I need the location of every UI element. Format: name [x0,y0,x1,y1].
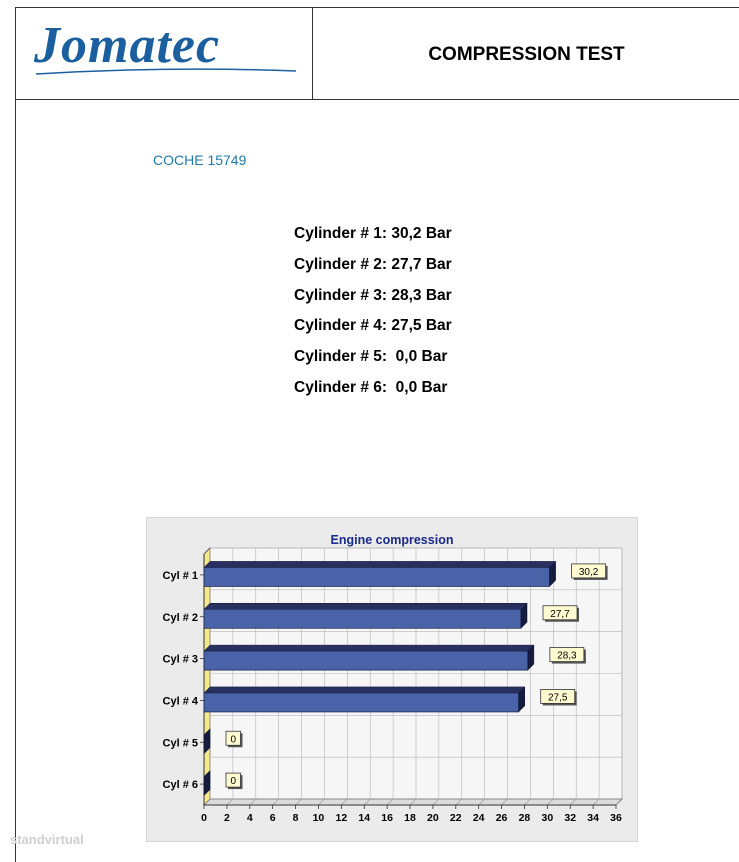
category-label: Cyl # 6 [162,779,198,792]
compression-chart [146,517,638,842]
cylinder-result-3: Cylinder # 3: 28,3 Bar [294,286,452,304]
category-label: Cyl # 2 [162,611,198,624]
watermark: standvirtual [10,832,84,847]
x-tick-label: 10 [312,812,325,824]
x-tick-label: 18 [404,812,416,824]
report-title: COMPRESSION TEST [428,44,625,65]
title-cell [313,8,739,99]
x-tick-label: 32 [564,812,577,824]
x-tick-label: 0 [201,812,207,824]
category-label: Cyl # 3 [162,653,198,666]
bar [204,567,550,586]
bar [204,651,528,670]
bar-top [204,687,525,693]
x-tick-label: 20 [427,812,439,824]
x-tick-label: 26 [495,812,508,824]
x-tick-label: 6 [269,812,276,824]
data-label: 28,3 [557,650,577,662]
logo-underline-icon [36,68,296,76]
category-label: Cyl # 1 [162,569,198,582]
bar-top [204,645,534,651]
bar-top [204,561,556,567]
cylinder-result-6: Cylinder # 6: 0,0 Bar [294,378,448,396]
bar-top [204,603,527,609]
company-logo: Jomatec [34,17,221,74]
x-tick-label: 24 [472,812,485,824]
bar [204,609,521,628]
bar [204,693,519,712]
data-label: 27,5 [547,692,568,704]
category-label: Cyl # 4 [162,695,198,708]
cylinder-result-2: Cylinder # 2: 27,7 Bar [294,255,452,273]
cylinder-result-1: Cylinder # 1: 30,2 Bar [294,225,452,242]
x-tick-label: 14 [358,812,371,824]
chart-title: Engine compression [330,533,454,547]
cylinder-results [294,224,452,409]
cylinder-result-4: Cylinder # 4: 27,5 Bar [294,317,452,335]
x-tick-label: 16 [381,812,393,824]
vehicle-label: COCHE 15749 [153,152,247,168]
x-tick-label: 8 [292,812,299,824]
data-label: 27,7 [550,608,570,620]
x-tick-label: 28 [518,812,531,824]
report-header [15,7,739,100]
category-label: Cyl # 5 [162,737,198,750]
x-tick-label: 2 [223,812,230,824]
x-tick-label: 22 [449,812,462,824]
x-tick-label: 30 [541,812,554,824]
compression-chart-svg [147,518,637,841]
logo-cell [16,8,313,99]
x-tick-label: 36 [610,812,622,824]
cylinder-result-5: Cylinder # 5: 0,0 Bar [294,348,448,366]
x-tick-label: 12 [335,812,348,824]
data-label: 30,2 [578,566,599,578]
data-label: 0 [230,776,237,788]
x-tick-label: 4 [246,812,253,824]
data-label: 0 [230,734,237,746]
page-border-left [15,98,16,862]
x-tick-label: 34 [587,812,599,824]
